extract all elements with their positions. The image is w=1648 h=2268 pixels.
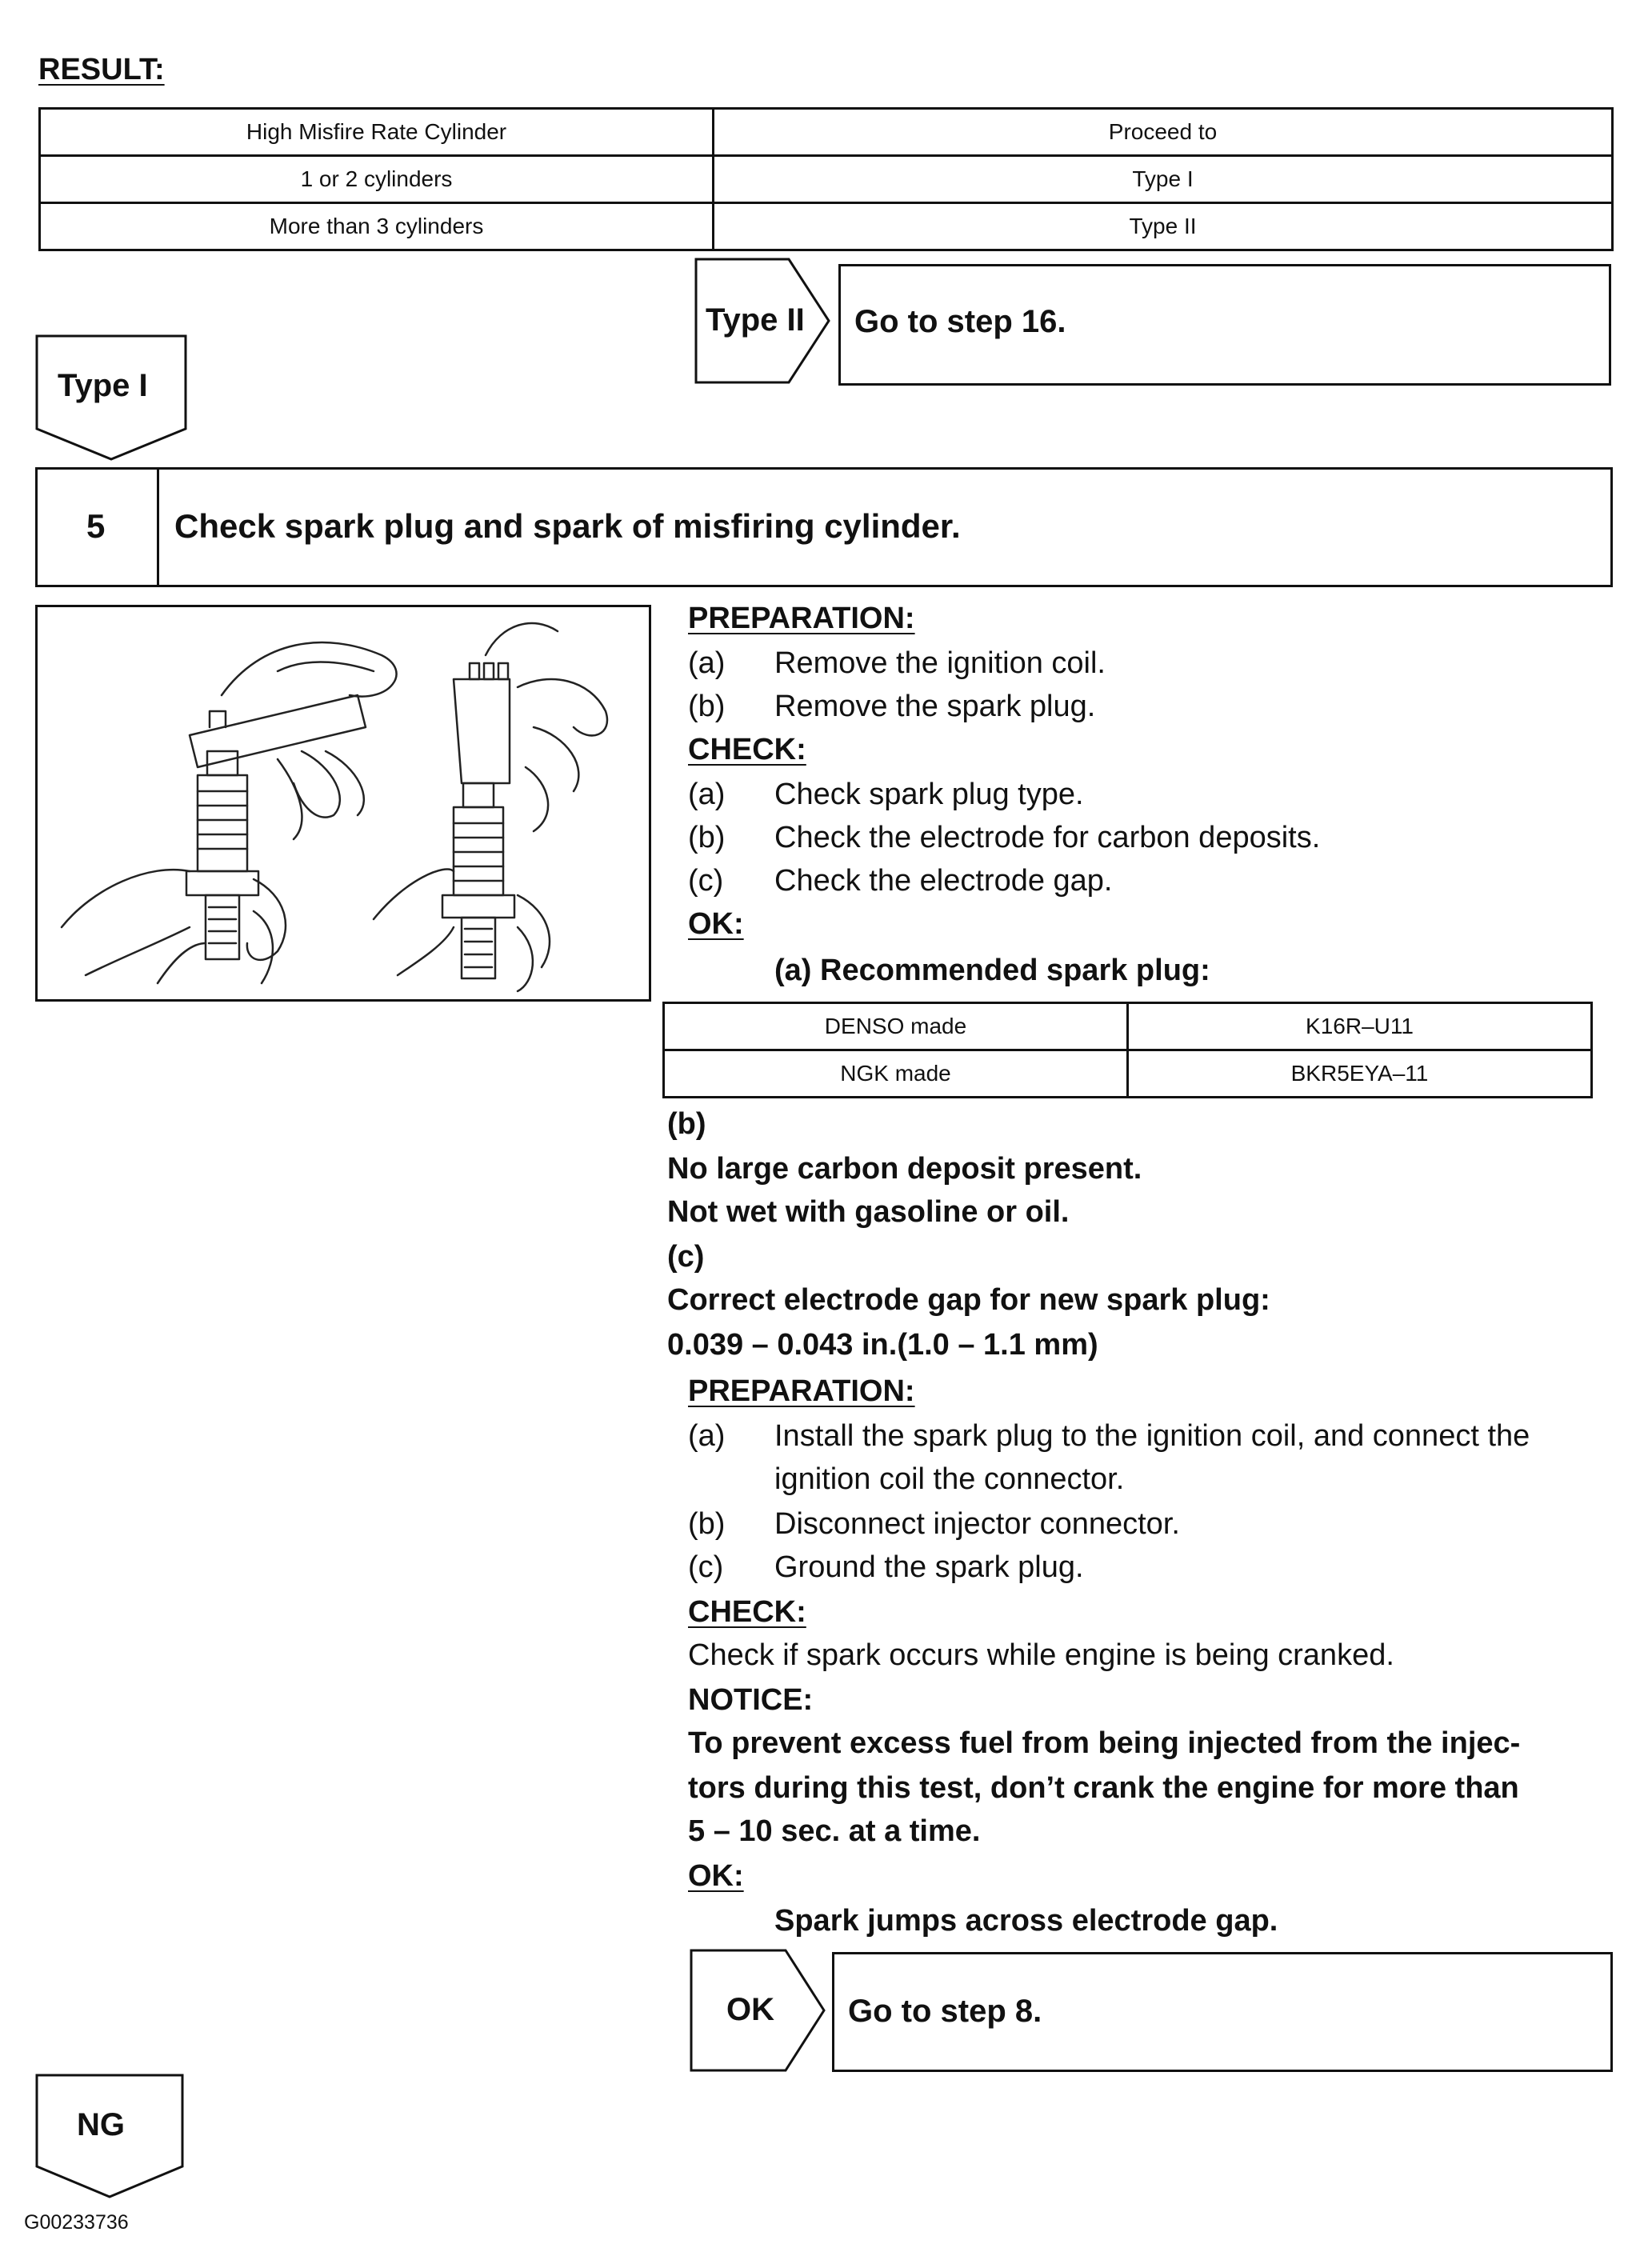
recommended-plug-label: (a) Recommended spark plug: <box>774 954 1210 987</box>
table-cell: K16R–U11 <box>1128 1003 1592 1050</box>
ok-tag-label: OK <box>726 1992 774 2027</box>
notice-heading: NOTICE: <box>688 1683 814 1717</box>
ok-result-text: Spark jumps across electrode gap. <box>774 1904 1278 1938</box>
prep-item-text: Remove the spark plug. <box>774 690 1096 723</box>
ok-heading: OK: <box>688 1859 744 1893</box>
column-header: Proceed to <box>714 109 1613 156</box>
ok-c-line: Correct electrode gap for new spark plug: <box>667 1283 1270 1317</box>
check-heading: CHECK: <box>688 1595 806 1629</box>
prep-item-text: Install the spark plug to the ignition coil, and connect the <box>774 1419 1530 1453</box>
ok-heading: OK: <box>688 907 744 941</box>
type1-tag-label: Type I <box>58 368 148 403</box>
result-table <box>38 107 1614 251</box>
notice-line: To prevent excess fuel from being injected from the injec- <box>688 1726 1521 1760</box>
check-item-key: (c) <box>688 864 724 898</box>
check-text: Check if spark occurs while engine is being cranked. <box>688 1638 1394 1672</box>
table-cell: 1 or 2 cylinders <box>40 156 714 203</box>
prep-item-text-cont: ignition coil the connector. <box>774 1462 1125 1496</box>
hands-holding-spark-plug-drawing <box>38 607 649 999</box>
table-row <box>40 156 1613 203</box>
type2-tag-label: Type II <box>706 302 805 338</box>
table-row <box>40 203 1613 250</box>
electrode-gap-spec: 0.039 – 0.043 in.(1.0 – 1.1 mm) <box>667 1328 1098 1362</box>
check-item-key: (a) <box>688 778 726 811</box>
ok-b-key: (b) <box>667 1107 706 1141</box>
table-cell: Type I <box>714 156 1613 203</box>
prep-item-key: (b) <box>688 690 726 723</box>
spark-plug-illustration <box>35 605 651 1002</box>
table-cell: BKR5EYA–11 <box>1128 1050 1592 1098</box>
check-item-text: Check the electrode for carbon deposits. <box>774 821 1321 854</box>
check-heading: CHECK: <box>688 733 806 766</box>
table-header-row <box>40 109 1613 156</box>
check-item-key: (b) <box>688 821 726 854</box>
step-title: Check spark plug and spark of misfiring cylinder. <box>174 507 961 545</box>
notice-line: tors during this test, don’t crank the engine for more than <box>688 1771 1519 1805</box>
check-item-text: Check the electrode gap. <box>774 864 1113 898</box>
column-header: High Misfire Rate Cylinder <box>40 109 714 156</box>
table-cell: NGK made <box>664 1050 1128 1098</box>
table-cell: DENSO made <box>664 1003 1128 1050</box>
prep-item-key: (c) <box>688 1550 724 1584</box>
spark-plug-table <box>662 1002 1593 1098</box>
figure-code: G00233736 <box>24 2211 129 2234</box>
ng-tag-label: NG <box>77 2107 125 2142</box>
ok-b-line: No large carbon deposit present. <box>667 1152 1142 1186</box>
preparation-heading: PREPARATION: <box>688 1374 915 1408</box>
check-item-text: Check spark plug type. <box>774 778 1084 811</box>
result-heading: RESULT: <box>38 53 165 86</box>
ok-b-line: Not wet with gasoline or oil. <box>667 1195 1070 1229</box>
table-row <box>664 1050 1592 1098</box>
preparation-heading: PREPARATION: <box>688 602 915 635</box>
step-divider <box>157 467 159 587</box>
ok-action-text: Go to step 8. <box>848 1994 1042 2029</box>
prep-item-key: (a) <box>688 1419 726 1453</box>
table-cell: More than 3 cylinders <box>40 203 714 250</box>
type2-action-text: Go to step 16. <box>854 304 1066 339</box>
prep-item-key: (b) <box>688 1507 726 1541</box>
table-row <box>664 1003 1592 1050</box>
ok-c-key: (c) <box>667 1240 705 1274</box>
step-number: 5 <box>86 507 106 545</box>
prep-item-key: (a) <box>688 646 726 680</box>
prep-item-text: Disconnect injector connector. <box>774 1507 1180 1541</box>
prep-item-text: Remove the ignition coil. <box>774 646 1106 680</box>
table-cell: Type II <box>714 203 1613 250</box>
prep-item-text: Ground the spark plug. <box>774 1550 1084 1584</box>
notice-line: 5 – 10 sec. at a time. <box>688 1814 981 1848</box>
